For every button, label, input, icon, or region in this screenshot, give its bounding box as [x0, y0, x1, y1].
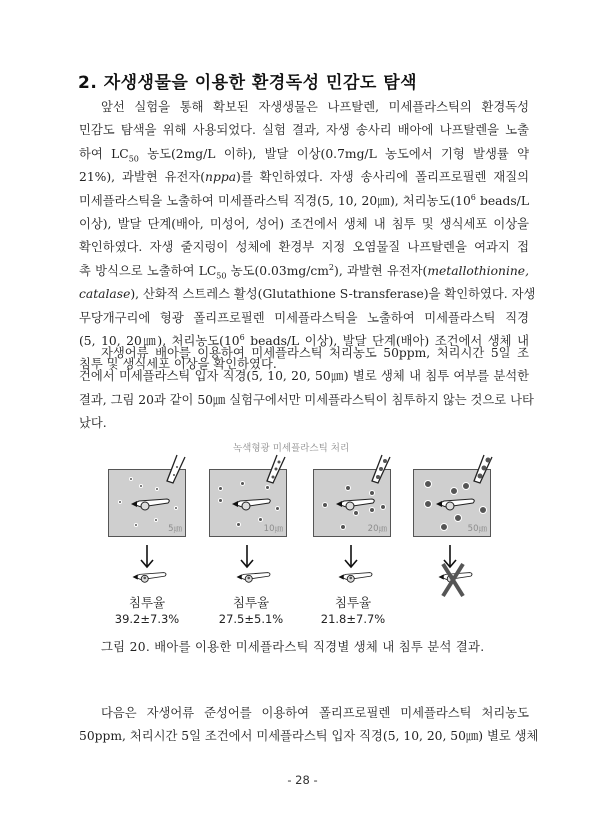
particle [479, 506, 487, 514]
penetration-rate-value: 21.8±7.7% [320, 612, 386, 626]
particle [240, 481, 245, 486]
text-line: 결과, 그림 20과 같이 50㎛ 실험구에서만 미세플라스틱이 침투하지 않는 것으로 나타 [79, 392, 534, 407]
particle [258, 517, 263, 522]
particle [345, 485, 351, 491]
particle [462, 482, 470, 490]
particle [450, 487, 458, 495]
embryo-fish-icon [436, 496, 476, 512]
paragraph-1 [79, 96, 536, 377]
embryo-fish-icon [131, 496, 171, 512]
figure-caption: 그림 20. 배아를 이용한 미세플라스틱 직경별 생체 내 침투 분석 결과. [101, 640, 485, 654]
embryo-fish-icon [338, 570, 374, 584]
text-line: 촉 방식으로 노출하여 $LC_{50}$ 농도$(0.03mg/cm^2)$, 과발현 유전자(metallothionine, [79, 262, 529, 281]
embryo-fish-icon [336, 496, 376, 512]
particle [454, 514, 462, 522]
text-line: 침투 및 생식세포 이상을 확인하였다. [79, 357, 277, 372]
particle [340, 524, 346, 530]
particle [218, 486, 223, 491]
particle [129, 477, 133, 481]
text-line: 확인하였다. 자생 줄지렁이 성체에 환경부 지정 오염물질 나프탈렌을 여과지 접 [79, 240, 529, 255]
text-line: 건에서 미세플라스틱 입자 직경(5, 10, 20, 50㎛) 별로 생체 내 침투 여부를 분석한 [79, 369, 529, 384]
particle [139, 484, 143, 488]
particle [275, 506, 280, 511]
text-line: 무당개구리에 형광 폴리프로필렌 미세플라스틱을 노출하여 미세플라스틱 직경 [79, 310, 529, 325]
particle [218, 498, 223, 503]
section-heading: 2. 자생생물을 이용한 환경독성 민감도 탐색 [78, 73, 418, 93]
paragraph-2 [79, 342, 534, 436]
particle [424, 500, 432, 508]
particle [322, 502, 328, 508]
down-arrow-icon [344, 545, 358, 569]
penetration-rate-value: 27.5±5.1% [218, 612, 284, 626]
particle [155, 487, 159, 491]
size-label: 5㎛ [168, 524, 182, 534]
particle [118, 500, 122, 504]
figure-title: 녹색형광 미세플라스틱 처리 [233, 443, 350, 454]
pipette-icon [370, 455, 394, 487]
penetration-rate-label: 침투율 [334, 595, 372, 610]
text-line: 앞선 실험을 통해 확보된 자생생물은 나프탈렌, 미세플라스틱의 환경독성 [101, 100, 529, 114]
text-line: 21%), 과발현 유전자(nppa)를 확인하였다. 자생 송사리에 폴리프로필렌 재질의 [79, 170, 529, 185]
text-line: 민감도 탐색을 위해 사용되었다. 실험 결과, 자생 송사리 배아에 나프탈렌을 노출 [79, 123, 529, 138]
size-label: 50㎛ [467, 524, 487, 534]
penetration-rate-label: 침투율 [232, 595, 270, 610]
particle [154, 518, 158, 522]
text-line: 50ppm, 처리시간 5일 조건에서 미세플라스틱 입자 직경(5, 10, 20, 50㎛) 별로 생체 [79, 729, 539, 744]
text-line: catalase), 산화적 스트레스 활성(Glutathione S-transferase)을 확인하였다. 자생 [79, 287, 536, 302]
particle [424, 480, 432, 488]
particle [134, 523, 138, 527]
text-line: 자생어류 배아를 이용하여 미세플라스틱 처리농도 50ppm, 처리시간 5일 조 [101, 346, 529, 360]
pipette-icon [472, 455, 496, 487]
text-line: 이상), 발달 단계(배아, 미성어, 성어) 조건에서 생체 내 침투 및 생식세포 이상을 [79, 217, 529, 232]
down-arrow-icon [240, 545, 254, 569]
pipette-icon [165, 455, 189, 487]
text-line: 다음은 자생어류 준성어를 이용하여 폴리프로필렌 미세플라스틱 처리농도 [101, 706, 529, 720]
particle [380, 504, 386, 510]
penetration-rate-value: 39.2±7.3% [114, 612, 180, 626]
embryo-fish-icon [132, 570, 168, 584]
penetration-rate-label: 침투율 [128, 595, 166, 610]
no-penetration-x-icon [440, 562, 466, 598]
text-line: 미세플라스틱을 노출하여 미세플라스틱 직경(5, 10, 20㎛), 처리농도($10^6$ beads/L [79, 192, 529, 208]
embryo-fish-icon [232, 496, 272, 512]
particle [440, 523, 448, 531]
embryo-fish-icon [236, 570, 272, 584]
text-line: 났다. [79, 416, 107, 431]
page-number: - 28 - [287, 773, 318, 787]
particle [174, 506, 178, 510]
text-line: 하여 $LC_{50}$ 농도(2mg/L 이하), 발달 이상(0.7mg/L 농도에서 기형 발생률 약 [79, 146, 529, 164]
size-label: 20㎛ [367, 524, 387, 534]
size-label: 10㎛ [263, 524, 283, 534]
paragraph-3 [79, 702, 539, 749]
pipette-icon [265, 455, 289, 487]
down-arrow-icon [140, 545, 154, 569]
text-line: (5, 10, 20㎛), 처리농도($10^6$ beads/L 이상), 발달 단계(배아) 조건에서 생체 내 [79, 332, 529, 349]
particle [236, 522, 241, 527]
